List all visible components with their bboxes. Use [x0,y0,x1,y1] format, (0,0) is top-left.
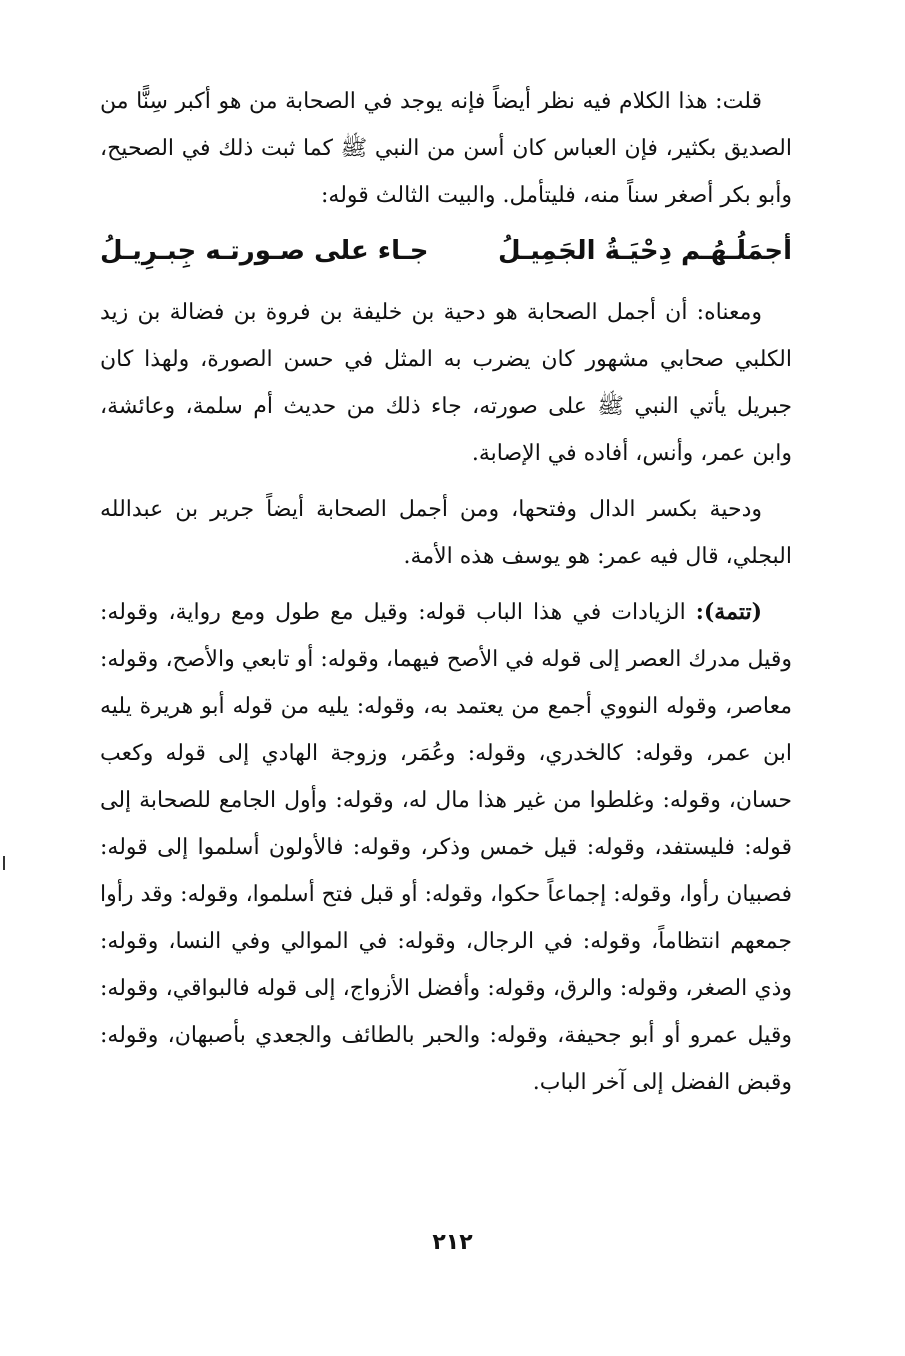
paragraph-dihya: ودحية بكسر الدال وفتحها، ومن أجمل الصحابة أيضاً جرير بن عبدالله البجلي، قال فيه عمر: هو يوسف هذه الأمة. [100,497,792,569]
page-body [100,78,792,1106]
paragraph-meaning: ومعناه: أن أجمل الصحابة هو دحية بن خليفة بن فروة بن فضالة بن زيد الكلبي صحابي مشهور كان يضرب به المثل في حسن الصورة، ولهذا كان جبريل يأتي النبي ﷺ على صورته، جاء ذلك من حديث أم سلمة، وعائشة، وابن عمر، وأنس، أفاده في الإصابة. [100,300,792,466]
verse-first-hemistich: أجمَلُـهُـم دِحْيَـةُ الجَمِيـلُ [497,236,792,266]
supplement-label: (تتمة): [695,599,762,625]
page-number: ٢١٢ [432,1230,473,1255]
verse-second-hemistich: جـاء على صـورتـه جِبـرِيـلُ [100,236,429,266]
paragraph-supplement [100,589,792,1106]
paragraph-commentary: قلت: هذا الكلام فيه نظر أيضاً فإنه يوجد في الصحابة من هو أكبر سِنًّا من الصديق بكثير، فإن العباس كان أسن من النبي ﷺ كما ثبت ذلك في الصحيح، وأبو بكر أصغر سناً منه، فليتأمل. والبيت الثالث قوله: [100,89,792,208]
verse-line [100,221,792,281]
margin-mark [3,856,5,870]
supplement-text: الزيادات في هذا الباب قوله: وقيل مع طول ومع رواية، وقوله: وقيل مدرك العصر إلى قوله في الأصح فيهما، وقوله: أو تابعي والأصح، وقوله: معاصر، وقوله النووي أجمع من يعتمد به، وقوله: يليه من قوله أبو هريرة يليه ابن عمر، وقوله: كالخدري، وقوله: وعُمَر، وزوجة الهادي إلى قوله وكعب حسان، وقوله: وغلطوا من غير هذا مال له، وقوله: وأول الجامع للصحابة إلى قوله: فليستفد، وقوله: قيل خمس وذكر، وقوله: فالأولون أسلموا إلى قوله: فصبيان رأوا، وقوله: إجماعاً حكوا، وقوله: أو قبل فتح أسلموا، وقوله: وقد رأوا جمعهم انتظاماً، وقوله: في الرجال، وقوله: في الموالي وفي النسا، وقوله: وذي الصغر، وقوله: والرق، وقوله: وأفضل الأزواج، إلى قوله فالبواقي، وقوله: وقيل عمرو أو أبو جحيفة، وقوله: والحبر بالطائف والجعدي بأصبهان، وقوله: وقبض الفضل إلى آخر الباب. [100,600,792,1095]
